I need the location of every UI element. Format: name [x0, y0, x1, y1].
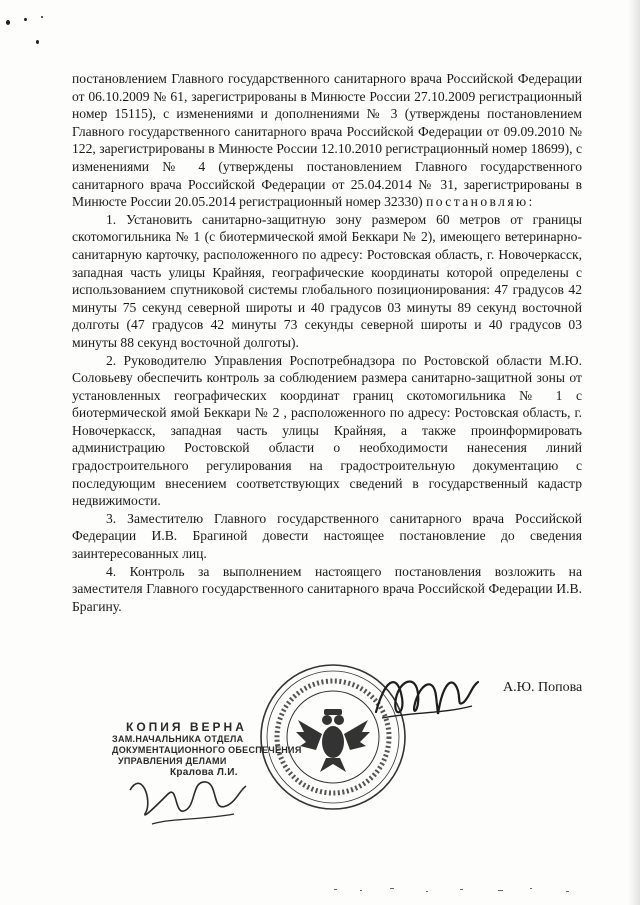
scan-edge-shadow — [628, 0, 640, 905]
paragraph-2: 2. Руководителю Управления Роспотребнадзора по Ростовской области М.Ю. Соловьеву обеспечить контроль за соблюдением размера санитарно-защитной зоны от установленных географических координат границ скотомогильника № 1 с биотермической ямой Беккари № 2 , расположенного по адресу: Ростовская область, г. Новочеркасск, западная часть улицы Крайняя, а также проинформировать администрацию Ростовской области о необходимости нанесения линий градостроительного регулирования на градостроительную документацию с последующим внесением соответствующих сведений в государственный кадастр недвижимости. — [72, 352, 582, 509]
scan-speck — [36, 40, 39, 44]
copy-stamp-line: УПРАВЛЕНИЯ ДЕЛАМИ — [118, 756, 227, 766]
paragraph-1: 1. Установить санитарно-защитную зону размером 60 метров от границы скотомогильника № 1 (с биотермической ямой Беккари № 2), имеющего ветеринарно-санитарную карточку, расположенного по адресу: Ростовская область, г. Новочеркасск, западная часть улицы Крайняя, географические координаты которой определены с использованием спутниковой системы глобального позиционирования: 47 градусов 42 минуты 75 секунд северной широты и 40 градусов 03 минуты 89 секунд восточной долготы (47 градусов 42 минуты 73 секунды северной широты и 40 градусов 03 минуты 88 секунд восточной долготы). — [72, 211, 582, 350]
scan-speck — [41, 16, 43, 18]
intro-text: постановлением Главного государственного санитарного врача Российской Федерации от 06.10.2009 № 61, зарегистрированы в Минюсте России 27.10.2009 регистрационный номер 15115), с изменениями и дополнениями № 3 (утверждены постановлением Главного государственного санитарного врача Российской Федерации от 09.09.2010 № 122, зарегистрированы в Минюсте России 12.10.2010 регистрационный номер 18699), с изменениями № 4 (утверждены постановлением Главного государственного санитарного врача Российской Федерации от 25.04.2014 № 31, зарегистрированы в Минюсте России 20.05.2014 регистрационный номер 32330) — [72, 71, 582, 210]
copy-stamp-line: ЗАМ.НАЧАЛЬНИКА ОТДЕЛА — [112, 734, 244, 744]
copy-stamp-line: Кралова Л.И. — [170, 767, 238, 778]
scan-noise — [330, 885, 590, 895]
decree-word: постановляю: — [426, 194, 535, 210]
scan-speck — [24, 18, 27, 21]
copy-stamp-line: ДОКУМЕНТАЦИОННОГО ОБЕСПЕЧЕНИЯ — [112, 745, 302, 755]
document-body — [72, 70, 582, 615]
intro-paragraph — [72, 70, 582, 211]
signer-name: А.Ю. Попова — [503, 680, 583, 695]
paragraph-4: 4. Контроль за выполнением настоящего постановления возложить на заместителя Главного государственного санитарного врача Российской Федерации И.В. Брагину. — [72, 563, 582, 614]
stamp-signature-mark — [122, 760, 252, 830]
signature-mark — [372, 668, 482, 726]
copy-stamp-title: КОПИЯ ВЕРНА — [126, 720, 247, 734]
scan-speck — [6, 20, 10, 25]
paragraph-3: 3. Заместителю Главного государственного санитарного врача Российской Федерации И.В. Брагиной довести настоящее постановление до сведения заинтересованных лиц. — [72, 510, 582, 562]
